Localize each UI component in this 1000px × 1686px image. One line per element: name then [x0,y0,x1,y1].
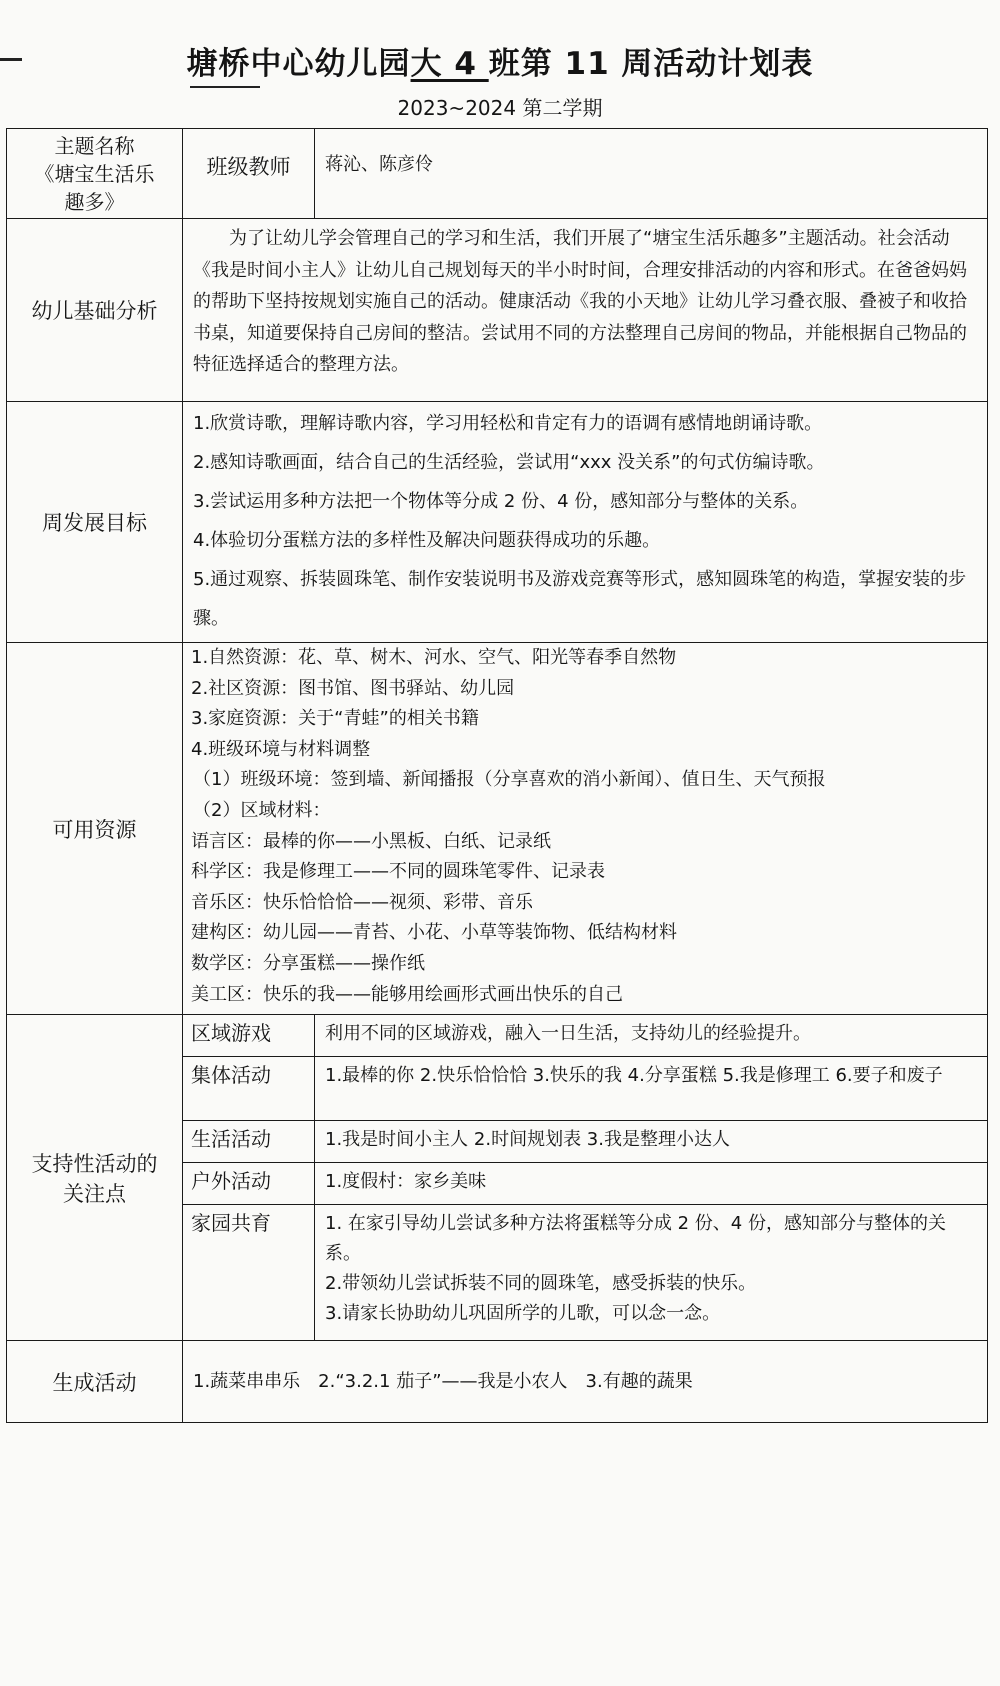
teacher-label: 班级教师 [183,129,315,219]
theme-label: 主题名称 [54,133,135,158]
title-prefix: 塘桥中心幼儿园 [186,46,411,82]
resources-row [7,643,988,1015]
resource-item: 3.家庭资源：关于“青蛙”的相关书籍 [191,708,479,730]
home-coop-item: 1. 在家引导幼儿尝试多种方法将蛋糕等分成 2 份、4 份，感知部分与整体的关系。 [325,1213,946,1265]
generated-row [7,1341,988,1423]
goal-item: 1.欣赏诗歌，理解诗歌内容，学习用轻松和肯定有力的语调有感情地朗诵诗歌。 [193,413,823,434]
resource-item: 语言区：最棒的你——小黑板、白纸、记录纸 [191,830,551,852]
support-sub-label: 区域游戏 [183,1015,315,1057]
support-sub-content: 1.度假村：家乡美味 [315,1163,988,1205]
support-label-line1: 支持性活动的 [31,1151,158,1176]
theme-name-line1: 《塘宝生活乐 [34,161,155,186]
support-label-cell [7,1015,183,1341]
resource-item: 1.自然资源：花、草、树木、河水、空气、阳光等春季自然物 [191,647,677,668]
goals-label: 周发展目标 [7,402,183,643]
goal-item: 4.体验切分蛋糕方法的多样性及解决问题获得成功的乐趣。 [193,530,661,551]
teacher-names: 蒋沁、陈彦伶 [315,129,988,219]
theme-label-cell [7,129,183,219]
support-label-line2: 关注点 [63,1181,126,1206]
resource-item: 美工区：快乐的我——能够用绘画形式画出快乐的自己 [191,983,623,1005]
resources-label: 可用资源 [7,643,183,1015]
home-coop-item: 2.带领幼儿尝试拆装不同的圆珠笔，感受拆装的快乐。 [325,1273,757,1295]
activity-plan-table [6,128,988,1423]
analysis-text: 为了让幼儿学会管理自己的学习和生活，我们开展了“塘宝生活乐趣多”主题活动。社会活动《我是时间小主人》让幼儿自己规划每天的半小时时间，合理安排活动的内容和形式。在爸爸妈妈的帮助下坚持按规划实施自己的活动。健康活动《我的小天地》让幼儿学习叠衣服、叠被子和收拾书桌，知道要保持自己房间的整洁。尝试用不同的方法整理自己房间的物品，并能根据自己物品的特征选择适合的整理方法。 [183,219,988,402]
goal-item: 2.感知诗歌画面，结合自己的生活经验，尝试用“xxx 没关系”的句式仿编诗歌。 [193,452,825,473]
support-sub-content: 利用不同的区域游戏，融入一日生活，支持幼儿的经验提升。 [315,1015,988,1057]
resource-item: 2.社区资源：图书馆、图书驿站、幼儿园 [191,677,515,699]
analysis-label: 幼儿基础分析 [7,219,183,402]
support-sub-content [315,1205,988,1341]
support-sub-label: 户外活动 [183,1163,315,1205]
resource-item: （2）区域材料： [193,799,331,821]
resource-item: 音乐区：快乐恰恰恰——视须、彩带、音乐 [191,891,533,913]
support-sub-label: 集体活动 [183,1057,315,1121]
resources-list [183,643,988,1015]
generated-label: 生成活动 [7,1341,183,1423]
support-sub-content: 1.最棒的你 2.快乐恰恰恰 3.快乐的我 4.分享蛋糕 5.我是修理工 6.要子和废子 [315,1057,988,1121]
goals-list [183,402,988,643]
goals-row [7,402,988,643]
title-class: 大 4 [410,46,489,82]
resource-item: 科学区：我是修理工——不同的圆珠笔零件、记录表 [191,861,605,883]
generated-text: 1.蔬菜串串乐 2.“3.2.1 茄子”——我是小农人 3.有趣的蔬果 [183,1341,988,1423]
term-subtitle: 2023~2024 第二学期 [397,96,603,120]
goal-item: 3.尝试运用多种方法把一个物体等分成 2 份、4 份，感知部分与整体的关系。 [193,491,809,512]
support-sub-label: 家园共育 [183,1205,315,1341]
resource-item: 数学区：分享蛋糕——操作纸 [191,952,425,974]
resource-item: 建构区：幼儿园——青苔、小花、小草等装饰物、低结构材料 [191,922,677,944]
title-suffix: 班第 11 周活动计划表 [488,46,814,82]
resource-item: 4.班级环境与材料调整 [191,738,371,760]
support-sub-content: 1.我是时间小主人 2.时间规划表 3.我是整理小达人 [315,1121,988,1163]
analysis-row [7,219,988,402]
support-row [7,1015,988,1057]
support-sub-label: 生活活动 [183,1121,315,1163]
theme-name-line2: 趣多》 [64,189,125,214]
resource-item: （1）班级环境：签到墙、新闻播报（分享喜欢的消小新闻）、值日生、天气预报 [193,769,826,791]
scan-mark [190,86,260,88]
home-coop-item: 3.请家长协助幼儿巩固所学的儿歌，可以念一念。 [325,1303,721,1325]
goal-item: 5.通过观察、拆装圆珠笔、制作安装说明书及游戏竞赛等形式，感知圆珠笔的构造，掌握安装的步骤。 [193,569,967,629]
page-title [0,38,1000,83]
theme-row [7,129,988,219]
